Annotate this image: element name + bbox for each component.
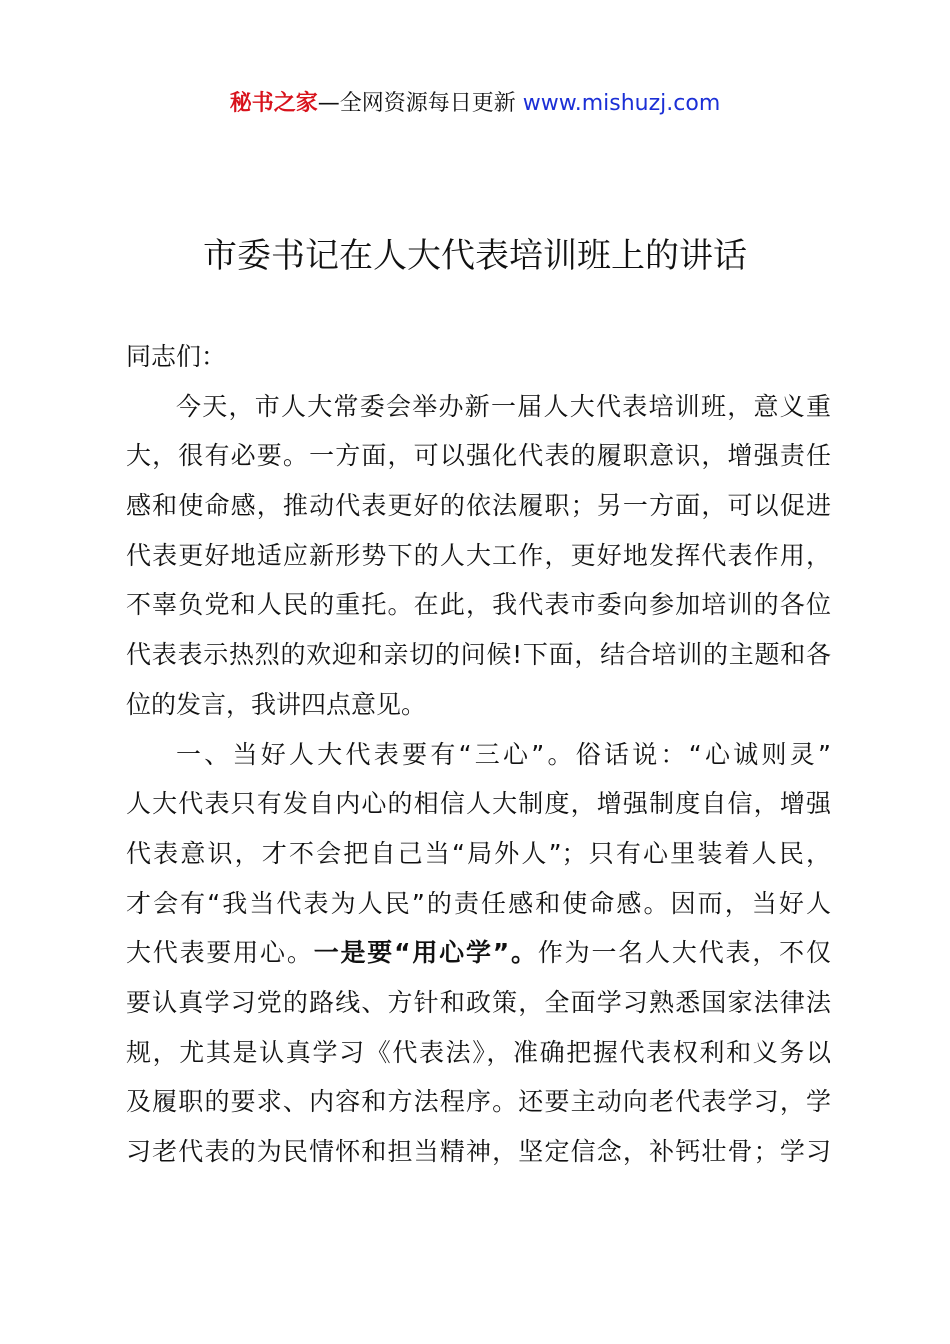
paragraph-section-one <box>126 730 831 1177</box>
site-url[interactable]: www.mishuzj.com <box>522 91 721 116</box>
paragraph-line: 大，很有必要。一方面，可以强化代表的履职意识，增强责任 <box>126 441 831 471</box>
paragraph-line: 感和使命感，推动代表更好的依法履职；另一方面，可以促进 <box>126 491 831 521</box>
site-header <box>0 88 950 120</box>
paragraph-line: 要认真学习党的路线、方针和政策，全面学习熟悉国家法律法 <box>126 987 831 1017</box>
emphasis-text: 一是要“用心学”。 <box>313 938 538 968</box>
paragraph-line: 及履职的要求、内容和方法程序。还要主动向老代表学习，学 <box>126 1087 831 1117</box>
paragraph-line: 习老代表的为民情怀和担当精神，坚定信念，补钙壮骨；学习 <box>126 1137 831 1166</box>
paragraph-line: 才会有“我当代表为人民”的责任感和使命感。因而，当好人 <box>126 888 831 918</box>
paragraph-line: 位的发言，我讲四点意见。 <box>126 689 427 719</box>
brand-name: 秘书之家 <box>229 91 318 116</box>
paragraph-line: 代表更好地适应新形势下的人大工作，更好地发挥代表作用， <box>126 540 831 570</box>
paragraph-line: 一、当好人大代表要有“三心”。俗话说：“心诚则灵” <box>176 739 831 769</box>
document-body <box>126 332 831 1177</box>
paragraph-line: 代表意识，才不会把自己当“局外人”；只有心里装着人民， <box>126 838 831 868</box>
paragraph-line: 不辜负党和人民的重托。在此，我代表市委向参加培训的各位 <box>126 590 831 620</box>
paragraph-intro <box>126 382 831 730</box>
document-title: 市委书记在人大代表培训班上的讲话 <box>203 236 747 276</box>
header-tagline: —全网资源每日更新 <box>317 91 523 116</box>
paragraph-line: 今天，市人大常委会举办新一届人大代表培训班，意义重 <box>176 391 831 421</box>
paragraph-line <box>126 928 831 978</box>
line-text: 大代表要用心。 <box>126 938 314 968</box>
greeting: 同志们： <box>126 342 227 371</box>
paragraph-line: 规，尤其是认真学习《代表法》，准确把握代表权利和义务以 <box>126 1037 831 1067</box>
line-text: 作为一名人大代表，不仅 <box>537 938 831 968</box>
paragraph-line: 人大代表只有发自内心的相信人大制度，增强制度自信，增强 <box>126 789 831 819</box>
paragraph-line: 代表表示热烈的欢迎和亲切的问候!下面，结合培训的主题和各 <box>126 640 831 670</box>
